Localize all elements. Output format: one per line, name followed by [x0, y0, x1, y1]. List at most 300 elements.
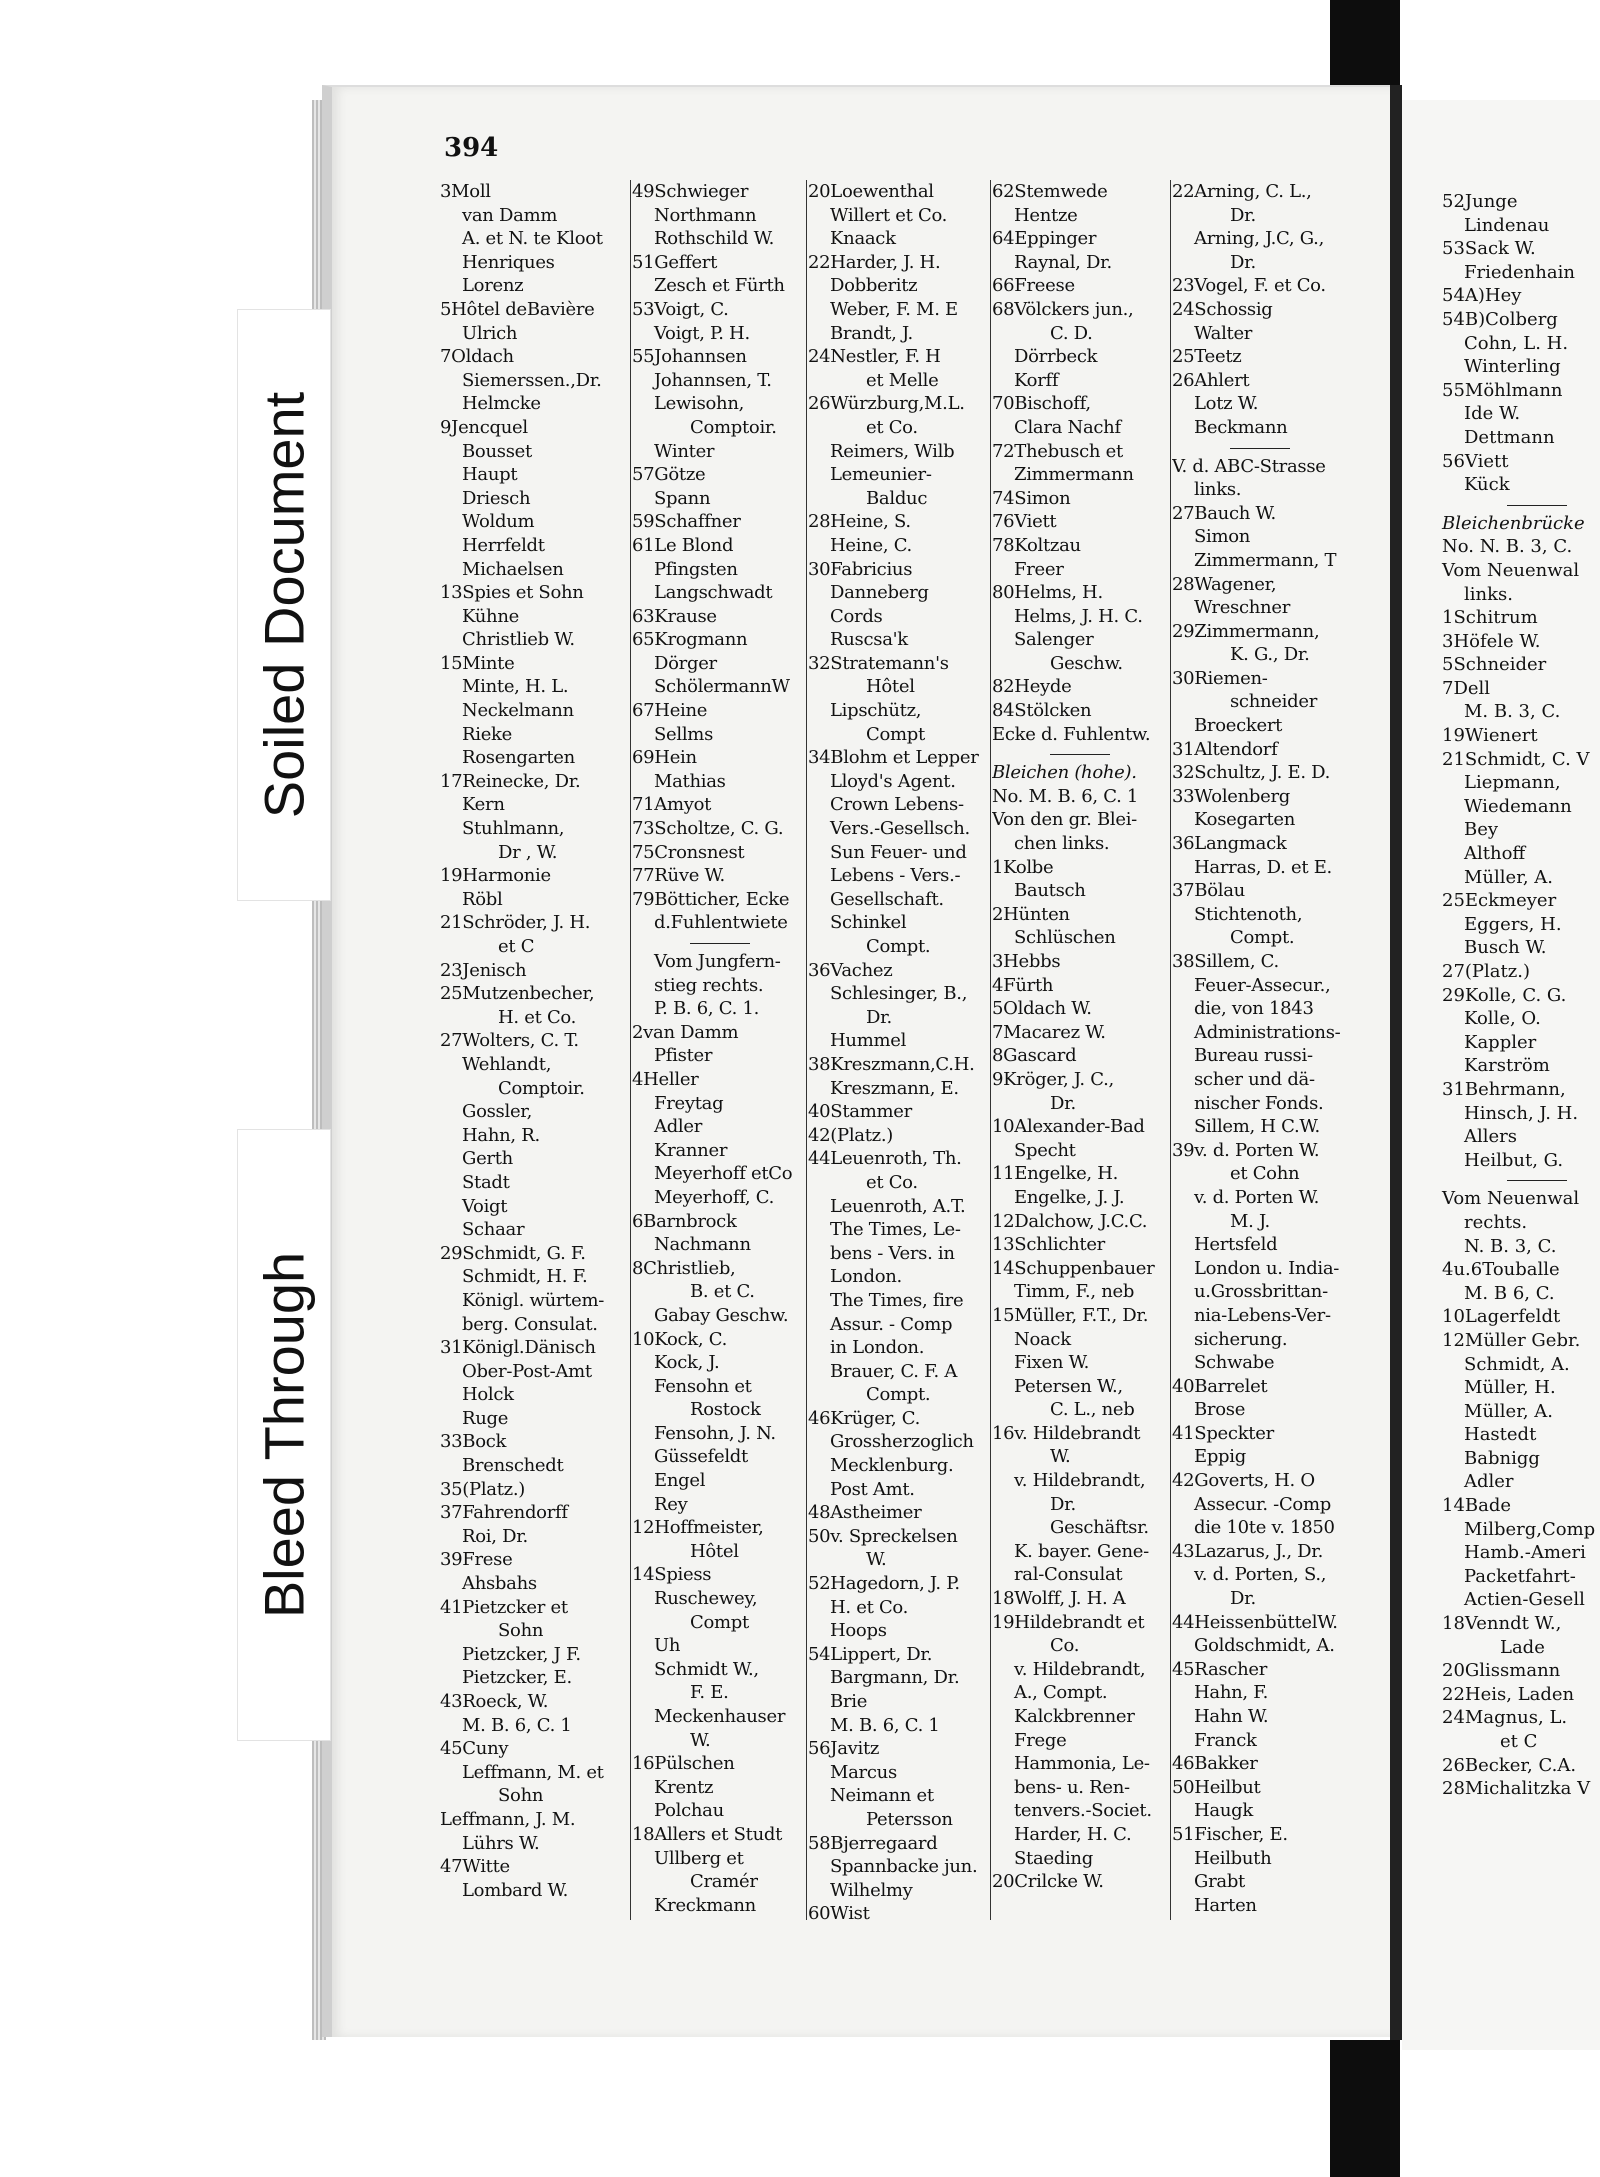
directory-entry: 32Schultz, J. E. D.	[1172, 762, 1331, 784]
directory-entry: 19Harmonie	[440, 865, 551, 887]
directory-entry: Lemeunier-	[830, 464, 932, 486]
directory-entry: 77Rüve W.	[632, 865, 725, 887]
directory-entry: Kreszmann, E.	[830, 1077, 959, 1099]
directory-entry: 36Vachez	[808, 959, 893, 981]
directory-entry: Wreschner	[1194, 597, 1291, 619]
section-rule	[1230, 448, 1290, 449]
directory-entry: Stichtenoth,	[1194, 903, 1303, 925]
directory-entry: Assecur. -Comp	[1194, 1493, 1331, 1515]
directory-entry: Wehlandt,	[462, 1053, 552, 1075]
directory-entry: Lloyd's Agent.	[830, 770, 956, 792]
directory-entry: Cords	[830, 605, 883, 627]
directory-entry: Vers.-Gesellsch.	[830, 818, 970, 840]
directory-entry: 25Teetz	[1172, 346, 1242, 368]
directory-entry: No. M. B. 6, C. 1	[992, 785, 1139, 807]
directory-entry: die, von 1843	[1194, 998, 1314, 1020]
directory-entry: Babnigg	[1464, 1447, 1540, 1469]
directory-entry: Friedenhain	[1464, 261, 1575, 283]
directory-entry: 20Loewenthal	[808, 181, 934, 202]
directory-entry: Actien-Gesell	[1464, 1589, 1585, 1611]
directory-entry: 18Wolff, J. H. A	[992, 1588, 1126, 1610]
directory-entry: 76Viett	[992, 511, 1057, 533]
directory-entry: 34Blohm et Lepper	[808, 747, 979, 769]
directory-entry: 24Nestler, F. H	[808, 346, 941, 368]
directory-entry: in London.	[830, 1337, 925, 1359]
directory-entry: Schmidt, H. F.	[462, 1266, 588, 1288]
directory-entry: 29Kolle, C. G.	[1442, 984, 1567, 1006]
directory-entry: 4Fürth	[992, 974, 1054, 996]
directory-entry: Lührs W.	[462, 1832, 540, 1854]
book-gutter	[1390, 85, 1402, 2040]
directory-entry: Hôtel	[866, 676, 915, 698]
directory-entry: 14Bade	[1442, 1495, 1512, 1517]
directory-entry: Walter	[1194, 322, 1253, 344]
directory-entry: Compt.	[866, 1384, 931, 1406]
directory-entry: Pfister	[654, 1045, 713, 1067]
directory-entry: Hahn W.	[1194, 1706, 1269, 1727]
directory-entry: scher und dä-	[1194, 1068, 1315, 1090]
directory-entry: M. B 6, C.	[1464, 1282, 1555, 1304]
directory-entry: Cramér	[690, 1871, 758, 1893]
directory-entry: Engel	[654, 1470, 706, 1492]
directory-entry: Sohn	[498, 1785, 544, 1807]
directory-entry: 7Macarez W.	[992, 1021, 1106, 1043]
directory-entry: Arning, J.C, G.,	[1194, 228, 1325, 250]
directory-entry: Sillem, H C.W.	[1194, 1116, 1320, 1138]
directory-entry: Eppig	[1194, 1446, 1246, 1468]
directory-entry: 26Würzburg,M.L.	[808, 393, 965, 415]
directory-entry: Allers	[1464, 1126, 1518, 1148]
directory-entry: A. et N. te Kloot	[462, 228, 603, 250]
directory-entry: No. N. B. 3, C.	[1442, 536, 1573, 558]
directory-entry: Ruscsa'k	[830, 629, 908, 651]
directory-entry: Liepmann,	[1464, 772, 1561, 794]
directory-entry: Dörger	[654, 652, 717, 674]
directory-entry: Ober-Post-Amt	[462, 1360, 592, 1382]
directory-entry: Balduc	[866, 487, 928, 509]
directory-entry: 72Thebusch et	[992, 440, 1123, 462]
directory-entry: Christlieb W.	[462, 629, 575, 651]
directory-entry: Raynal, Dr.	[1014, 251, 1112, 273]
directory-column-5	[1172, 180, 1348, 1920]
directory-entry: u.Grossbrittan-	[1194, 1281, 1328, 1303]
directory-entry: Pietzcker, J F.	[462, 1643, 581, 1665]
directory-entry: links.	[1194, 479, 1242, 501]
directory-entry: Harder, H. C.	[1014, 1823, 1132, 1845]
directory-entry: 12Müller Gebr.	[1442, 1329, 1581, 1351]
directory-entry: Von den gr. Blei-	[992, 809, 1137, 831]
directory-entry: Salenger	[1014, 629, 1094, 651]
directory-entry: Zimmermann	[1014, 464, 1134, 486]
directory-entry: 28Heine, S.	[808, 511, 911, 533]
section-rule	[690, 943, 750, 944]
directory-entry: Kappler	[1464, 1031, 1537, 1053]
directory-entry: die 10te v. 1850	[1194, 1517, 1335, 1539]
directory-entry: bens - Vers. in	[830, 1242, 955, 1264]
directory-entry: 74Simon	[992, 487, 1071, 509]
directory-entry: 14Schuppenbauer	[992, 1257, 1155, 1279]
directory-entry: 19Hildebrandt et	[992, 1611, 1145, 1633]
section-rule	[1507, 505, 1567, 506]
directory-entry: Schinkel	[830, 912, 907, 934]
directory-entry: ral-Consulat	[1014, 1564, 1123, 1586]
directory-entry: 79Bötticher, Ecke	[632, 888, 790, 910]
directory-entry: Helms, J. H. C.	[1014, 605, 1143, 627]
directory-entry: Brauer, C. F. A	[830, 1360, 958, 1382]
directory-entry: bens- u. Ren-	[1014, 1776, 1130, 1798]
directory-entry: Kranner	[654, 1139, 728, 1161]
directory-entry: 27(Platz.)	[1442, 961, 1530, 982]
directory-entry: Nachmann	[654, 1234, 751, 1256]
directory-entry: Willert et Co.	[830, 204, 948, 226]
directory-entry: Bleichen (hohe).	[992, 762, 1137, 784]
directory-entry: 5Oldach W.	[992, 998, 1092, 1020]
directory-entry: 42Goverts, H. O	[1172, 1470, 1315, 1492]
directory-entry: Gabay Geschw.	[654, 1304, 789, 1326]
directory-entry: 10Alexander-Bad	[992, 1116, 1145, 1138]
directory-entry: Bousset	[462, 440, 532, 462]
directory-entry: 28Michalitzka V	[1442, 1778, 1591, 1800]
directory-entry: Meyerhoff, C.	[654, 1186, 775, 1208]
directory-entry: H. et Co.	[830, 1596, 909, 1618]
directory-entry: Staeding	[1014, 1847, 1093, 1869]
directory-entry: Leffmann, J. M.	[440, 1808, 576, 1830]
directory-entry: 18Allers et Studt	[632, 1823, 783, 1845]
directory-entry: Administrations-	[1194, 1021, 1341, 1043]
directory-entry: Noack	[1014, 1328, 1071, 1350]
directory-entry: Vom Neuenwal	[1442, 1188, 1580, 1210]
directory-entry: Driesch	[462, 487, 531, 509]
directory-entry: Helmcke	[462, 393, 541, 415]
directory-entry: Zimmermann, T	[1194, 549, 1337, 571]
directory-entry: Roi, Dr.	[462, 1525, 528, 1547]
directory-entry: Güssefeldt	[654, 1446, 748, 1468]
directory-entry: 20Crilcke W.	[992, 1871, 1104, 1893]
directory-entry: Schmidt, A.	[1464, 1353, 1570, 1375]
directory-entry: Langschwadt	[654, 582, 773, 604]
directory-entry: Milberg,Comp	[1464, 1518, 1596, 1540]
directory-entry: 62Stemwede	[992, 181, 1108, 202]
directory-entry: Brenschedt	[462, 1455, 564, 1477]
directory-entry: 6Barnbrock	[632, 1210, 737, 1232]
directory-entry: 38Sillem, C.	[1172, 951, 1279, 972]
directory-entry: Voigt, P. H.	[654, 322, 750, 344]
directory-entry: v. Hildebrandt,	[1014, 1658, 1146, 1680]
directory-entry: Herrfeldt	[462, 534, 545, 556]
directory-entry: Ruge	[462, 1407, 509, 1429]
directory-entry: 31Behrmann,	[1442, 1078, 1566, 1100]
directory-entry: Mathias	[654, 770, 726, 792]
directory-entry: 4u.6Touballe	[1442, 1259, 1560, 1281]
directory-entry: 40Barrelet	[1172, 1375, 1268, 1397]
directory-entry: Crown Lebens-	[830, 794, 964, 816]
directory-entry: Ecke d. Fuhlentw.	[992, 723, 1151, 745]
directory-entry: Dettmann	[1464, 426, 1555, 448]
directory-entry: 18Venndt W.,	[1442, 1613, 1562, 1635]
directory-entry: 15Müller, F.T., Dr.	[992, 1304, 1149, 1326]
directory-entry: 75Cronsnest	[632, 841, 745, 863]
directory-entry: 51Fischer, E.	[1172, 1823, 1288, 1845]
directory-entry: 36Langmack	[1172, 833, 1287, 855]
directory-entry: W.	[866, 1549, 887, 1571]
directory-entry: Feuer-Assecur.,	[1194, 974, 1331, 996]
directory-entry: 12Hoffmeister,	[632, 1517, 764, 1539]
directory-entry: Kosegarten	[1194, 809, 1296, 831]
directory-entry: Röbl	[462, 888, 503, 910]
directory-entry: Danneberg	[830, 582, 929, 604]
directory-entry: The Times, fire	[830, 1289, 964, 1311]
directory-entry: Johannsen, T.	[654, 369, 772, 391]
directory-entry: 78Koltzau	[992, 534, 1081, 556]
directory-entry: Zesch et Fürth	[654, 275, 785, 297]
directory-entry: van Damm	[462, 204, 558, 226]
directory-entry: M. J.	[1230, 1210, 1270, 1232]
directory-entry: Ulrich	[462, 322, 518, 344]
directory-entry: 46Krüger, C.	[808, 1407, 921, 1429]
directory-entry: 60Wist	[808, 1903, 870, 1920]
directory-entry: 19Wienert	[1442, 725, 1538, 747]
directory-entry: Adler	[654, 1116, 703, 1138]
directory-entry: 48Astheimer	[808, 1502, 922, 1524]
directory-entry: Ullberg et	[654, 1847, 744, 1869]
directory-entry: stieg rechts.	[654, 974, 764, 996]
directory-entry: Vom Jungfern-	[654, 951, 781, 972]
directory-entry: nischer Fonds.	[1194, 1092, 1324, 1114]
directory-entry: Woldum	[462, 511, 535, 533]
directory-entry: Bleichenbrücke	[1442, 512, 1585, 534]
directory-entry: 54B)Colberg	[1442, 308, 1558, 330]
directory-entry: 7Oldach	[440, 346, 514, 368]
directory-entry: et Cohn	[1230, 1163, 1300, 1185]
directory-entry: 33Wolenberg	[1172, 785, 1291, 807]
directory-entry: 41Pietzcker et	[440, 1596, 568, 1618]
directory-entry: Cohn, L. H.	[1464, 332, 1569, 354]
directory-entry: Hôtel	[690, 1540, 739, 1562]
directory-entry: Spann	[654, 487, 711, 509]
directory-entry: tenvers.-Societ.	[1014, 1800, 1152, 1822]
directory-entry: Comptoir.	[498, 1077, 585, 1099]
directory-entry: 51Geffert	[632, 251, 718, 273]
directory-entry: Hummel	[830, 1030, 907, 1052]
scan-border-bottom	[1330, 2040, 1400, 2177]
directory-entry: 29Zimmermann,	[1172, 620, 1320, 642]
directory-entry: W.	[690, 1729, 711, 1751]
directory-entry: Fixen W.	[1014, 1352, 1090, 1374]
directory-entry: 63Krause	[632, 605, 717, 627]
directory-entry: Grabt	[1194, 1871, 1245, 1893]
directory-entry: M. B. 6, C. 1	[462, 1714, 572, 1736]
directory-entry: 28Wagener,	[1172, 573, 1277, 595]
scan-border-top	[1330, 0, 1400, 85]
directory-entry: Reimers, Wilb	[830, 440, 955, 462]
directory-entry: 52Hagedorn, J. P.	[808, 1573, 960, 1595]
directory-entry: Kock, J.	[654, 1352, 720, 1374]
directory-entry: Beckmann	[1194, 416, 1288, 438]
directory-entry: Bey	[1464, 819, 1499, 841]
directory-entry: 10Lagerfeldt	[1442, 1306, 1561, 1328]
directory-entry: Clara Nachf	[1014, 416, 1121, 438]
directory-entry: 5Hôtel deBavière	[440, 298, 595, 320]
directory-entry: Assur. - Comp	[830, 1313, 953, 1335]
directory-entry: 38Kreszmann,C.H.	[808, 1053, 975, 1075]
directory-entry: Haupt	[462, 464, 518, 486]
directory-entry: Brose	[1194, 1399, 1246, 1421]
directory-column-2	[632, 180, 808, 1920]
directory-entry: Meckenhauser	[654, 1706, 786, 1727]
directory-entry: Rothschild W.	[654, 228, 775, 250]
directory-entry: 67Heine	[632, 700, 708, 722]
directory-entry: 24Magnus, L.	[1442, 1707, 1568, 1729]
directory-entry: schneider	[1230, 691, 1317, 713]
section-rule	[1050, 754, 1110, 755]
directory-entry: Bargmann, Dr.	[830, 1667, 960, 1689]
directory-entry: Comptoir.	[690, 416, 777, 438]
directory-entry: Compt.	[866, 936, 931, 957]
directory-entry: 32Stratemann's	[808, 652, 949, 674]
directory-entry: Spannbacke jun.	[830, 1856, 978, 1878]
directory-entry: Dr.	[866, 1006, 892, 1028]
directory-entry: nia-Lebens-Ver-	[1194, 1304, 1331, 1326]
directory-entry: 56Viett	[1442, 450, 1509, 472]
directory-entry: London.	[830, 1266, 902, 1288]
directory-entry: v. Hildebrandt,	[1014, 1470, 1146, 1492]
directory-entry: Harras, D. et E.	[1194, 856, 1332, 878]
directory-entry: Sellms	[654, 723, 714, 745]
directory-entry: Petersen W.,	[1014, 1375, 1123, 1397]
directory-entry: Kreckmann	[654, 1894, 756, 1916]
directory-entry: 55Johannsen	[632, 346, 747, 368]
directory-entry: Müller, H.	[1464, 1377, 1556, 1399]
facing-page-column	[1442, 190, 1600, 1801]
directory-entry: Simon	[1194, 526, 1251, 548]
directory-entry: Lindenau	[1464, 214, 1550, 236]
directory-entry: 5Schneider	[1442, 654, 1547, 676]
directory-entry: chen links.	[1014, 833, 1110, 855]
directory-entry: 52Junge	[1442, 191, 1518, 212]
directory-entry: Voigt	[462, 1195, 508, 1217]
directory-entry: Ruschewey,	[654, 1588, 758, 1610]
directory-entry: 20Glissmann	[1442, 1660, 1561, 1682]
directory-entry: Compt	[690, 1611, 749, 1633]
directory-entry: 39Frese	[440, 1549, 513, 1571]
directory-entry: Kück	[1464, 474, 1510, 496]
directory-entry: Winterling	[1464, 356, 1561, 378]
directory-entry: Specht	[1014, 1139, 1076, 1161]
directory-entry: Bautsch	[1014, 880, 1086, 902]
directory-entry: B. et C.	[690, 1281, 755, 1303]
directory-entry: 31Königl.Dänisch	[440, 1337, 596, 1359]
directory-entry: Dr.	[1050, 1092, 1076, 1114]
directory-entry: 49Schwieger	[632, 181, 749, 202]
directory-entry: P. B. 6, C. 1.	[654, 998, 760, 1020]
directory-entry: Lorenz	[462, 275, 524, 297]
directory-entry: Wilhelmy	[830, 1879, 913, 1901]
directory-entry: Heilbuth	[1194, 1847, 1272, 1869]
directory-entry: 50v. Spreckelsen	[808, 1525, 958, 1547]
directory-entry: 2van Damm	[632, 1021, 739, 1043]
directory-entry: 3Höfele W.	[1442, 630, 1541, 652]
directory-entry: Vom Neuenwal	[1442, 559, 1580, 581]
facing-page	[1402, 100, 1600, 2050]
directory-entry: Hastedt	[1464, 1424, 1537, 1446]
directory-entry: 42(Platz.)	[808, 1124, 893, 1146]
directory-entry: Uh	[654, 1635, 681, 1657]
directory-entry: Busch W.	[1464, 937, 1547, 959]
directory-entry: 44Leuenroth, Th.	[808, 1148, 962, 1170]
directory-entry: N. B. 3, C.	[1464, 1235, 1557, 1257]
directory-entry: 69Hein	[632, 747, 697, 769]
directory-entry: M. B. 6, C. 1	[830, 1714, 940, 1736]
directory-entry: Northmann	[654, 204, 757, 226]
directory-entry: Hoops	[830, 1620, 887, 1642]
directory-entry: 3Hebbs	[992, 951, 1061, 972]
directory-entry: 45Cuny	[440, 1738, 509, 1760]
directory-entry: Gesellschaft.	[830, 888, 944, 910]
directory-entry: Wiedemann	[1464, 795, 1572, 817]
directory-column-3	[808, 180, 984, 1920]
directory-entry: Sun Feuer- und	[830, 841, 967, 863]
directory-entry: Dr.	[1050, 1493, 1076, 1515]
directory-entry: Hinsch, J. H.	[1464, 1102, 1579, 1124]
directory-entry: 55Möhlmann	[1442, 379, 1563, 401]
directory-entry: 23Jenisch	[440, 959, 527, 981]
directory-entry: Post Amt.	[830, 1478, 915, 1500]
directory-entry: Heine, C.	[830, 534, 912, 556]
directory-entry: Schlüschen	[1014, 927, 1116, 949]
directory-entry: 50Heilbut	[1172, 1776, 1261, 1798]
directory-entry: 54Lippert, Dr.	[808, 1643, 933, 1665]
directory-entry: Dr.	[1230, 251, 1256, 273]
directory-entry: Müller, A.	[1464, 1400, 1553, 1422]
directory-entry: Bureau russi-	[1194, 1045, 1313, 1067]
directory-entry: Michaelsen	[462, 558, 564, 580]
directory-entry: 37Fahrendorff	[440, 1502, 568, 1524]
directory-entry: Lewisohn,	[654, 393, 745, 415]
directory-entry: Lipschütz,	[830, 700, 922, 722]
directory-entry: 17Reinecke, Dr.	[440, 770, 581, 792]
directory-entry: 84Stölcken	[992, 700, 1092, 722]
directory-entry: Co.	[1050, 1635, 1080, 1657]
directory-entry: berg. Consulat.	[462, 1313, 598, 1335]
directory-entry: 3Moll	[440, 181, 491, 202]
bleed-through-label	[238, 1130, 330, 1740]
directory-entry: 57Götze	[632, 464, 706, 486]
directory-entry: 37Bölau	[1172, 880, 1245, 902]
directory-entry: M. B. 3, C.	[1464, 701, 1561, 723]
directory-entry: 61Le Blond	[632, 534, 734, 556]
directory-entry: Königl. würtem-	[462, 1289, 605, 1311]
directory-entry: 30Fabricius	[808, 558, 913, 580]
directory-entry: 14Spiess	[632, 1564, 712, 1586]
directory-entry: Müller, A.	[1464, 866, 1553, 888]
directory-entry: 10Kock, C.	[632, 1328, 727, 1350]
directory-entry: 44HeissenbüttelW.	[1172, 1611, 1338, 1633]
directory-entry: Winter	[654, 440, 715, 462]
directory-entry: SchölermannW	[654, 676, 790, 698]
directory-entry: Hamb.-Ameri	[1464, 1542, 1586, 1564]
directory-entry: 33Bock	[440, 1431, 507, 1453]
directory-entry: A., Compt.	[1014, 1682, 1108, 1704]
directory-entry: 31Altendorf	[1172, 738, 1278, 760]
directory-entry: London u. India-	[1194, 1257, 1340, 1279]
directory-entry: 9Kröger, J. C.,	[992, 1068, 1114, 1090]
directory-entry: 65Krogmann	[632, 629, 748, 651]
soiled-document-text: Soiled Document	[252, 391, 316, 819]
directory-entry: Schaar	[462, 1219, 525, 1241]
directory-entry: sicherung.	[1194, 1328, 1288, 1350]
directory-entry: 13Spies et Sohn	[440, 582, 584, 604]
directory-entry: Pfingsten	[654, 558, 738, 580]
